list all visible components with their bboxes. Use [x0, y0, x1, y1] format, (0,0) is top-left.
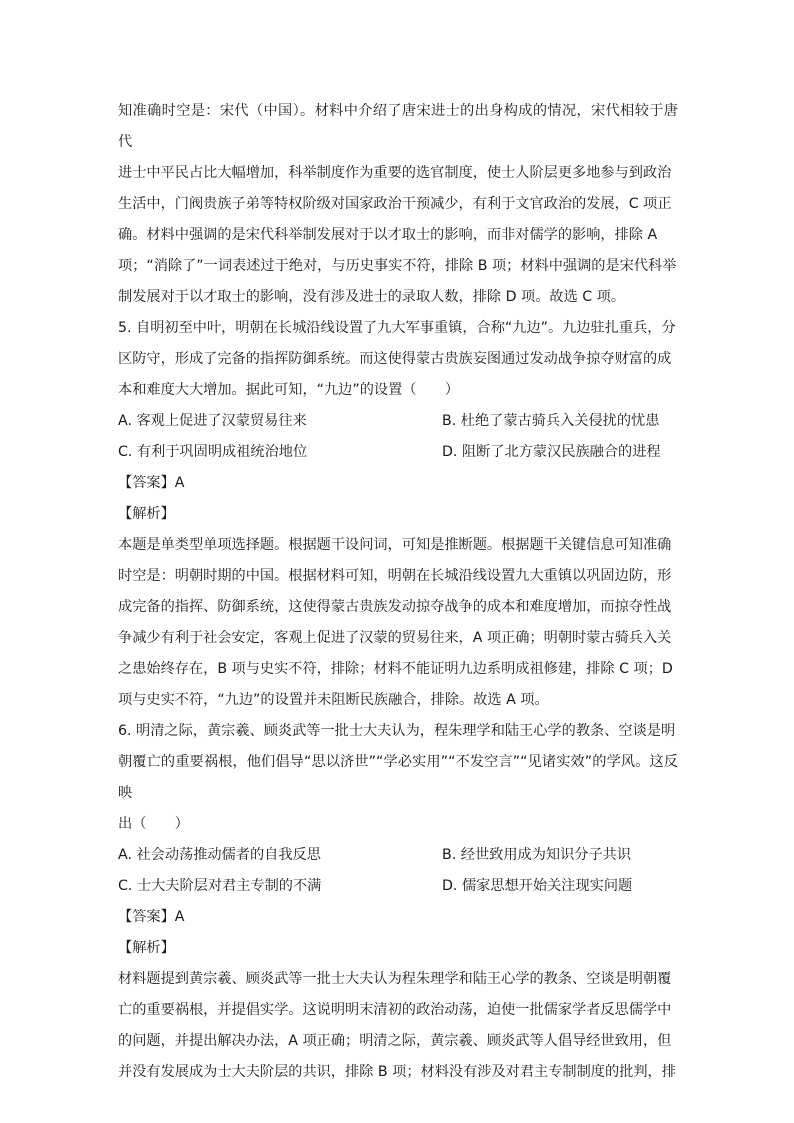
option-list: [118, 840, 678, 902]
option-a: A. 社会动荡推动儒者的自我反思: [118, 847, 321, 863]
option-b: B. 杜绝了蒙古骑兵入关侵扰的忧患: [442, 413, 660, 429]
answer-label: 【答案】A: [118, 909, 185, 925]
option-d: D. 儒家思想开始关注现实问题: [442, 878, 633, 894]
analysis-line: 项与史实不符，“九边”的设置并未阻断民族融合，排除。故选 A 项。: [118, 692, 549, 708]
analysis-line: 本题是单类型单项选择题。根据题干设问词，可知是推断题。根据题干关键信息可知准确: [118, 537, 672, 553]
question-stem-line: 区防守，形成了完备的指挥防御系统。而这使得蒙古贵族妄图通过发动战争掠夺财富的成: [118, 351, 672, 367]
question-stem-line: 5. 自明初至中叶，明朝在长城沿线设置了九大军事重镇，合称“九边”。九边驻扎重兵，分: [118, 320, 676, 336]
analysis-line: 材料题提到黄宗羲、顾炎武等一批士大夫认为程朱理学和陆王心学的教条、空谈是明朝覆: [118, 971, 672, 987]
analysis-line: 并没有发展成为士大夫阶层的共识，排除 B 项；材料没有涉及对君主专制制度的批判，排: [118, 1064, 676, 1080]
previous-question-explanation: [118, 96, 678, 313]
option-list: [118, 406, 678, 468]
analysis-line: 争减少有利于社会安定，客观上促进了汉蒙的贸易往来，A 项正确；明朝时蒙古骑兵入关: [118, 630, 672, 646]
analysis-line: 成完备的指挥、防御系统，这使得蒙古贵族发动掠夺战争的成本和难度增加，而掠夺性战: [118, 599, 672, 615]
analysis-line: 之患始终存在，B 项与史实不符，排除；材料不能证明九边系明成祖修建，排除 C 项；D: [118, 661, 673, 677]
option-a: A. 客观上促进了汉蒙贸易往来: [118, 413, 307, 429]
question-5: [118, 313, 678, 716]
text-line: 制发展对于以才取士的影响，没有涉及进士的录取人数，排除 D 项。故选 C 项。: [118, 289, 626, 305]
question-6: [118, 716, 678, 1088]
question-stem-line: 朝覆亡的重要祸根，他们倡导“思以济世”“学必实用”“不发空言”“见诸实效”的学风。这反映: [118, 754, 678, 801]
page-content: [118, 96, 678, 1088]
text-line: 确。材料中强调的是宋代科举制发展对于以才取士的影响，而非对儒学的影响，排除 A: [118, 227, 658, 243]
analysis-line: 亡的重要祸根，并提倡实学。这说明明末清初的政治动荡，迫使一批儒家学者反思儒学中: [118, 1002, 672, 1018]
text-line: 生活中，门阀贵族子弟等特权阶级对国家政治干预减少，有利于文官政治的发展，C 项正: [118, 196, 672, 212]
analysis-line: 时空是：明朝时期的中国。根据材料可知，明朝在长城沿线设置九大重镇以巩固边防，形: [118, 568, 672, 584]
text-line: 项；“消除了”一词表述过于绝对，与历史事实不符，排除 B 项；材料中强调的是宋代科举: [118, 258, 677, 274]
answer-label: 【答案】A: [118, 475, 185, 491]
text-line: 进士中平民占比大幅增加，科举制度作为重要的选官制度，使士人阶层更多地参与到政治: [118, 165, 672, 181]
analysis-label: 【解析】: [118, 506, 175, 522]
option-d: D. 阻断了北方蒙汉民族融合的进程: [442, 444, 661, 460]
analysis-label: 【解析】: [118, 940, 175, 956]
question-stem-line: 本和难度大大增加。据此可知，“九边”的设置（ ）: [118, 382, 460, 398]
question-stem-line: 出（ ）: [118, 816, 189, 832]
option-c: C. 有利于巩固明成祖统治地位: [118, 444, 308, 460]
question-stem-line: 6. 明清之际，黄宗羲、顾炎武等一批士大夫认为，程朱理学和陆王心学的教条、空谈是明: [118, 723, 676, 739]
option-b: B. 经世致用成为知识分子共识: [442, 847, 632, 863]
analysis-line: 的问题，并提出解决办法，A 项正确；明清之际，黄宗羲、顾炎武等人倡导经世致用，但: [118, 1033, 672, 1049]
option-c: C. 士大夫阶层对君主专制的不满: [118, 878, 322, 894]
text-line: 知准确时空是：宋代（中国）。材料中介绍了唐宋进士的出身构成的情况，宋代相较于唐代: [118, 103, 678, 150]
